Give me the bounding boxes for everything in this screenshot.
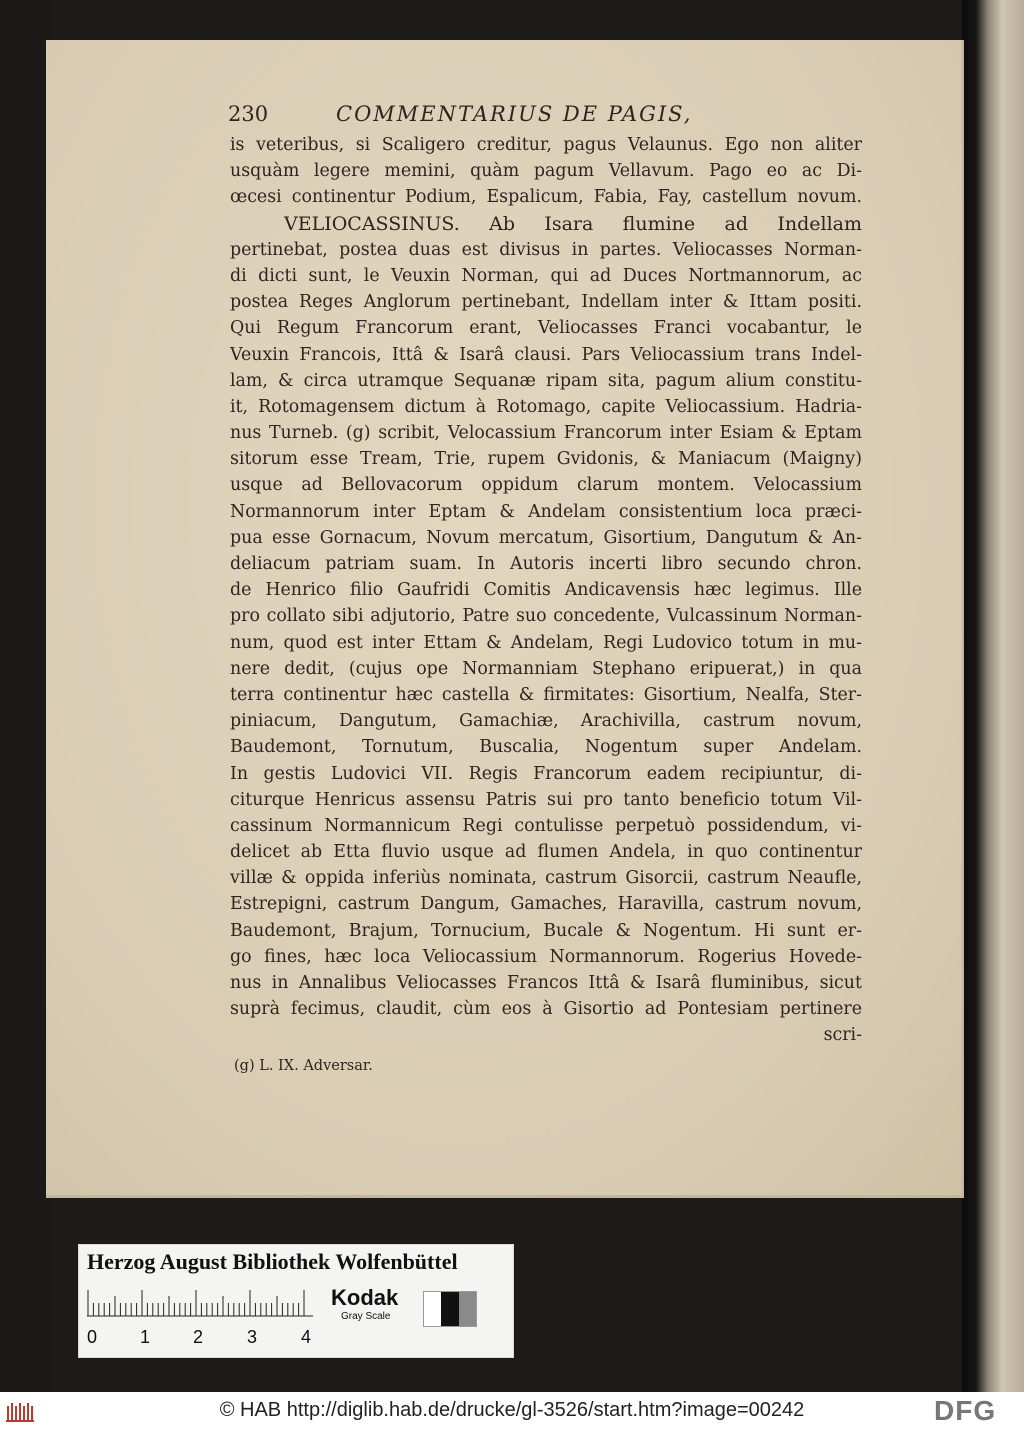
- text-line: pro collato sibi adjutorio, Patre suo concedente, Vulcassinum Norman-: [230, 606, 862, 627]
- text-line: de Henrico filio Gaufridi Comitis Andicavensis hæc legimus. Ille: [230, 580, 862, 601]
- text-line: Estrepigni, castrum Dangum, Gamaches, Haravilla, castrum novum,: [230, 894, 862, 915]
- text-line: sitorum esse Tream, Trie, rupem Gvidonis, & Maniacum (Maigny): [230, 449, 862, 470]
- page-header: [228, 102, 868, 130]
- footnote: (g) L. IX. Adversar.: [234, 1058, 373, 1074]
- facing-page-edge: [962, 0, 1024, 1392]
- text-line: di dicti sunt, le Veuxin Norman, qui ad Duces Nortmannorum, ac: [230, 265, 862, 286]
- text-line: Baudemont, Brajum, Tornucium, Bucale & Nogentum. Hi sunt er-: [230, 920, 862, 941]
- text-line: pua esse Gornacum, Novum mercatum, Gisortium, Dangutum & An-: [230, 527, 862, 548]
- scan-background-left: [0, 0, 52, 1392]
- text-line: œcesi continentur Podium, Espalicum, Fabia, Fay, castellum novum.: [230, 187, 862, 208]
- text-line: VELIOCASSINUS. Ab Isara flumine ad Indellam: [284, 212, 862, 235]
- text-line: lam, & circa utramque Sequanæ ripam sita, pagum alium constitu-: [230, 370, 862, 391]
- text-line: citurque Henricus assensu Patris sui pro tanto beneficio totum Vil-: [230, 789, 862, 810]
- text-line: Veuxin Francois, Ittâ & Isarâ clausi. Pars Veliocassium trans Indel-: [230, 344, 862, 365]
- text-line: nus in Annalibus Veliocasses Francos Ittâ & Isarâ fluminibus, sicut: [230, 973, 862, 993]
- text-line: usquàm legere memini, quàm pagum Vellavum. Pago eo ac Di-: [230, 161, 862, 182]
- text-line: Normannorum inter Eptam & Andelam consistentium loca præci-: [230, 501, 862, 522]
- text-line: go fines, hæc loca Veliocassium Normannorum. Rogerius Hovede-: [230, 946, 862, 967]
- text-line: num, quod est inter Ettam & Andelam, Regi Ludovico totum in mu-: [230, 632, 862, 653]
- scale-number: 3: [247, 1327, 258, 1347]
- scale-number: 4: [301, 1327, 312, 1347]
- catchword: scri-: [823, 1025, 862, 1046]
- text-line: nere dedit, (cujus ope Normanniam Stephano eripuerat,) in qua: [230, 658, 862, 679]
- text-line: is veteribus, si Scaligero creditur, pagus Velaunus. Ego non aliter: [230, 135, 862, 155]
- copyright-text: © HAB http://diglib.hab.de/drucke/gl-3526/start.htm?image=00242: [219, 1399, 805, 1421]
- gray-scale-label: Gray Scale: [341, 1311, 391, 1322]
- text-line: Baudemont, Tornutum, Buscalia, Nogentum super Andelam.: [230, 737, 862, 758]
- text-line: it, Rotomagensem dictum à Rotomago, capite Veliocassium. Hadria-: [230, 396, 862, 417]
- dfg-logo: DFG: [934, 1395, 997, 1426]
- text-line: Qui Regum Francorum erant, Veliocasses Franci vocabantur, le: [230, 318, 862, 339]
- body-text: [230, 132, 862, 1049]
- text-line: deliacum patriam suam. In Autoris incerti libro secundo chron.: [230, 554, 862, 574]
- text-line: piniacum, Dangutum, Gamachiæ, Arachivilla, castrum novum,: [230, 711, 862, 732]
- library-name: Herzog August Bibliothek Wolfenbüttel: [87, 1249, 458, 1274]
- scale-number: 0: [87, 1327, 98, 1347]
- color-scale-card: [78, 1244, 514, 1358]
- text-line: nus Turneb. (g) scribit, Velocassium Francorum inter Esiam & Eptam: [230, 423, 862, 444]
- footer-bar: [0, 1392, 1024, 1430]
- gray-patches: [423, 1291, 477, 1327]
- text-line: villæ & oppida inferiùs nominata, castrum Gisorcii, castrum Neaufle,: [230, 868, 862, 889]
- scale-number: 1: [140, 1327, 151, 1347]
- text-line: delicet ab Etta fluvio usque ad flumen Andela, in quo continentur: [230, 842, 862, 863]
- text-line: In gestis Ludovici VII. Regis Francorum eadem recipiuntur, di-: [230, 763, 862, 784]
- scale-number: 2: [193, 1327, 204, 1347]
- text-line: suprà fecimus, claudit, cùm eos à Gisortio ad Pontesiam pertinere: [230, 999, 862, 1020]
- text-line: usque ad Bellovacorum oppidum clarum montem. Velocassium: [230, 475, 862, 496]
- text-line: pertinebat, postea duas est divisus in partes. Veliocasses Norman-: [230, 239, 862, 260]
- ruler-scale: [87, 1289, 313, 1317]
- kodak-label: Kodak: [331, 1285, 399, 1310]
- running-title: COMMENTARIUS DE PAGIS,: [336, 102, 693, 126]
- text-line: terra continentur hæc castella & firmitates: Gisortium, Nealfa, Ster-: [230, 684, 862, 705]
- text-line: cassinum Normannicum Regi contulisse perpetuò possidendum, vi-: [230, 815, 862, 836]
- text-line: postea Reges Anglorum pertinebant, Indellam inter & Ittam positi.: [230, 292, 862, 313]
- page-number: 230: [228, 102, 269, 126]
